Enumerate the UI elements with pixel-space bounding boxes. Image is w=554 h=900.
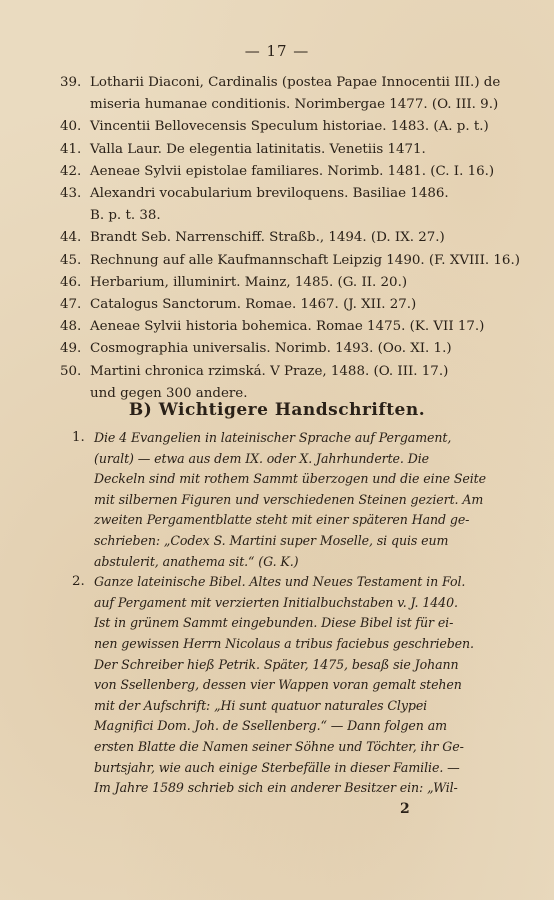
manuscript-line: schrieben: „Codex S. Martini super Moselle, si quis eum [94, 532, 449, 548]
incunabula-list [60, 72, 520, 405]
manuscript-text [94, 428, 492, 572]
manuscript-number: 2. [72, 574, 85, 590]
list-item-text: Aeneae Sylvii epistolae familiares. Norimb. 1481. (C. I. 16.) [90, 163, 495, 179]
list-item-text: Vincentii Bellovecensis Speculum historiae. 1483. (A. p. t.) [90, 119, 489, 135]
manuscript-line: Magnifici Dom. Joh. de Ssellenberg.“ — Dann folgen am [94, 718, 447, 734]
list-item [60, 272, 500, 294]
list-item-text: Cosmographia universalis. Norimb. 1493. (Oo. XI. 1.) [90, 341, 452, 357]
list-item-number: 46. [60, 274, 82, 290]
list-item-text: Lotharii Diaconi, Cardinalis (postea Papae Innocentii III.) de [90, 75, 501, 90]
manuscript-line: auf Pergament mit verzierten Initialbuchstaben v. J. 1440. [94, 594, 458, 610]
list-item-number [60, 94, 90, 116]
list-item-text: Brandt Seb. Narrenschiff. Straßb., 1494. (D. IX. 27.) [90, 230, 445, 246]
manuscript-line: mit silbernen Figuren und verschiedenen Steinen geziert. Am [94, 491, 484, 507]
list-item-text: Catalogus Sanctorum. Romae. 1467. (J. XII. 27.) [90, 297, 417, 313]
list-item [60, 250, 520, 272]
list-item-number: 43. [60, 186, 82, 202]
page-number: — 17 — [244, 42, 310, 60]
list-item-number: 41. [60, 141, 82, 157]
list-item-number [60, 205, 90, 227]
manuscript-item [72, 428, 492, 572]
list-item-text: Aeneae Sylvii historia bohemica. Romae 1475. (K. VII 17.) [90, 319, 485, 335]
list-item-text: Martini chronica rzimská. V Praze, 1488. (O. III. 17.) [90, 363, 449, 379]
list-item-number: 45. [60, 252, 82, 268]
list-item [60, 316, 500, 338]
list-item [60, 183, 500, 205]
list-item-text: Alexandri vocabularium breviloquens. Basiliae 1486. [90, 186, 449, 202]
list-item-text: miseria humanae conditionis. Norimbergae 1477. (O. III. 9.) [90, 97, 499, 113]
list-item-number: 49. [60, 341, 82, 357]
list-item [60, 139, 500, 161]
list-item [60, 161, 500, 183]
manuscript-line: abstulerit, anathema sit.“ (G. K.) [94, 553, 299, 569]
list-item [60, 227, 500, 249]
manuscript-line: (uralt) — etwa aus dem IX. oder X. Jahrhunderte. Die [94, 450, 429, 466]
manuscript-line: Der Schreiber hieß Petrik. Später, 1475, besaß sie Johann [94, 656, 459, 672]
list-item-number: 39. [60, 75, 82, 90]
list-item-number: 42. [60, 163, 82, 179]
manuscript-line: nen gewissen Herrn Nicolaus a tribus faciebus geschrieben. [94, 635, 474, 651]
manuscript-line: zweiten Pergamentblatte steht mit einer späteren Hand ge- [94, 512, 470, 528]
list-item-number: 47. [60, 297, 82, 313]
section-heading: B) Wichtigere Handschriften. [128, 400, 426, 420]
list-item [60, 338, 500, 360]
list-item [60, 94, 500, 116]
list-item-text: B. p. t. 38. [90, 208, 161, 224]
list-item-text: Valla Laur. De elegentia latinitatis. Venetiis 1471. [90, 141, 426, 157]
list-item [60, 205, 500, 227]
list-item-text: und gegen 300 andere. [90, 385, 248, 401]
list-item-text: Rechnung auf alle Kaufmannschaft Leipzig 1490. (F. XVIII. 16.) [90, 252, 520, 268]
list-item [60, 361, 500, 383]
manuscript-line: Ist in grünem Sammt eingebunden. Diese Bibel ist für ei- [94, 615, 454, 631]
list-item-number: 50. [60, 363, 82, 379]
manuscript-line: ersten Blatte die Namen seiner Söhne und Töchter, ihr Ge- [94, 738, 464, 754]
signature-mark: 2 [400, 801, 410, 817]
manuscript-line: mit der Aufschrift: „Hi sunt quatuor naturales Clypei [94, 697, 428, 713]
manuscript-item [72, 572, 492, 799]
list-item [60, 72, 500, 94]
manuscript-line: von Ssellenberg, dessen vier Wappen voran gemalt stehen [94, 677, 462, 693]
manuscript-line: Ganze lateinische Bibel. Altes und Neues Testament in Fol. [94, 574, 466, 590]
list-item-number: 44. [60, 230, 82, 246]
list-item [60, 294, 500, 316]
manuscript-line: Die 4 Evangelien in lateinischer Sprache auf Pergament, [94, 430, 452, 445]
manuscript-line: Im Jahre 1589 schrieb sich ein anderer Besitzer ein: „Wil- [94, 780, 458, 796]
manuscript-number: 1. [72, 430, 85, 445]
manuscript-text [94, 572, 492, 799]
list-item-text: Herbarium, illuminirt. Mainz, 1485. (G. II. 20.) [90, 274, 408, 290]
list-item-number: 48. [60, 319, 82, 335]
list-item [60, 116, 500, 138]
manuscript-line: Deckeln sind mit rothem Sammt überzogen und die eine Seite [94, 471, 486, 487]
manuscripts-list [72, 428, 492, 799]
list-item-number: 40. [60, 119, 82, 135]
manuscript-line: burtsjahr, wie auch einige Sterbefälle in dieser Familie. — [94, 759, 460, 775]
